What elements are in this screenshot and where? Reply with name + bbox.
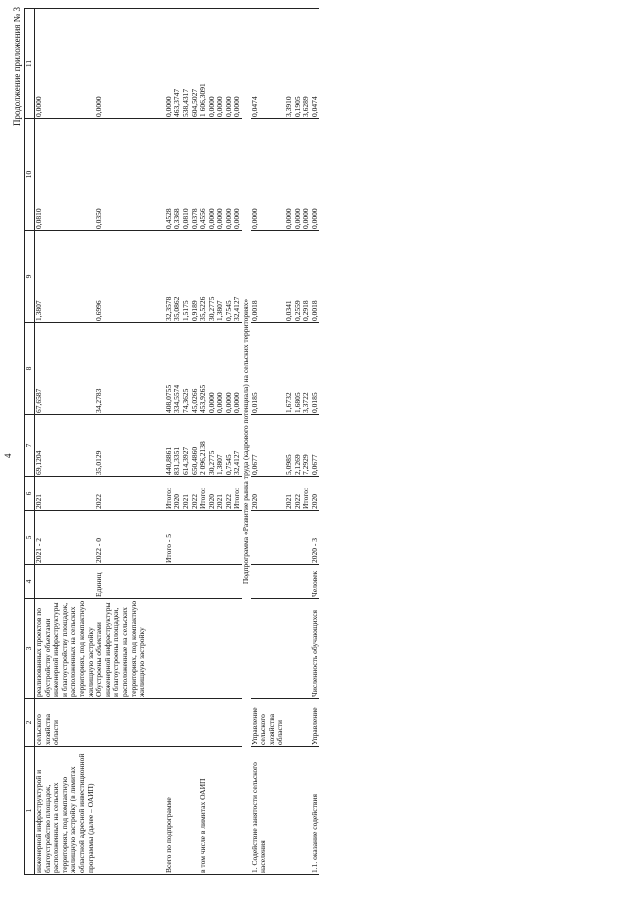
spacer-cell xyxy=(147,415,165,477)
cell-col-7: 32,4127 xyxy=(233,415,242,477)
cell-col-3 xyxy=(182,599,191,699)
table-row xyxy=(208,9,217,875)
col-2-header: 2 xyxy=(25,699,35,747)
cell-col-10: 0,4528 xyxy=(165,119,174,231)
cell-col-2 xyxy=(233,699,242,747)
cell-col-4 xyxy=(208,565,217,599)
cell-col-4 xyxy=(191,565,200,599)
spacer-cell xyxy=(147,323,165,415)
table-row xyxy=(251,9,285,875)
cell-col-5 xyxy=(182,511,191,565)
table-row xyxy=(225,9,234,875)
cell-col-10: 0,0000 xyxy=(285,119,294,231)
cell-col-8: 0,0185 xyxy=(311,323,320,415)
cell-col-5 xyxy=(285,511,294,565)
cell-col-9: 32,3578 xyxy=(165,231,174,323)
cell-col-7: 831,3351 xyxy=(173,415,182,477)
cell-col-2 xyxy=(199,699,208,747)
spacer-cell xyxy=(147,477,165,511)
cell-col-8: 74,3625 xyxy=(182,323,191,415)
cell-col-10: 0,3368 xyxy=(173,119,182,231)
spacer-cell xyxy=(147,9,165,119)
cell-col-5 xyxy=(208,511,217,565)
cell-col-4 xyxy=(182,565,191,599)
cell-col-7: 2 096,2138 xyxy=(199,415,208,477)
cell-col-4 xyxy=(225,565,234,599)
cell-col-4 xyxy=(173,565,182,599)
spacer-cell xyxy=(147,747,165,875)
cell-col-8: 1,6805 xyxy=(294,323,303,415)
cell-col-1: 1.1. оказание содействия xyxy=(311,747,320,875)
cell-col-7: 7,2929 xyxy=(302,415,311,477)
cell-col-2 xyxy=(216,699,225,747)
cell-col-3: Численность обучающихся xyxy=(311,599,320,699)
cell-col-5: Итого - 5 xyxy=(165,511,174,565)
cell-col-5: 2022 - 0 xyxy=(95,511,147,565)
cell-col-6: 2020 xyxy=(311,477,320,511)
cell-col-8: 1,6732 xyxy=(285,323,294,415)
spacer-cell xyxy=(147,231,165,323)
cell-col-9: 35,5226 xyxy=(199,231,208,323)
cell-col-7: 5,0985 xyxy=(285,415,294,477)
cell-col-9: 0,0018 xyxy=(251,231,285,323)
cell-col-4 xyxy=(35,565,96,599)
table-row xyxy=(311,9,320,875)
cell-col-7: 440,8861 xyxy=(165,415,174,477)
continuation-note: Продолжение приложения № 3 xyxy=(12,7,22,127)
cell-col-6: Итого: xyxy=(233,477,242,511)
col-1-header: 1 xyxy=(25,747,35,875)
appendix-table xyxy=(24,8,319,875)
cell-col-7: 69,1204 xyxy=(35,415,96,477)
cell-col-7: 0,0677 xyxy=(311,415,320,477)
cell-col-7: 30,2775 xyxy=(208,415,217,477)
table-row xyxy=(95,9,147,875)
cell-col-8: 0,0000 xyxy=(233,323,242,415)
cell-col-11: 3,6289 xyxy=(302,9,311,119)
table-row xyxy=(165,9,174,875)
cell-col-3 xyxy=(285,599,294,699)
cell-col-9: 0,6996 xyxy=(95,231,147,323)
cell-col-10: 0,0000 xyxy=(208,119,217,231)
cell-col-9: 35,0862 xyxy=(173,231,182,323)
table-body-subprogram xyxy=(251,9,320,875)
cell-col-8: 45,0266 xyxy=(191,323,200,415)
cell-col-1 xyxy=(294,747,303,875)
cell-col-10: 0,0000 xyxy=(294,119,303,231)
cell-col-11: 0,0000 xyxy=(95,9,147,119)
cell-col-6: 2021 xyxy=(35,477,96,511)
page-number: 4 xyxy=(3,453,13,458)
cell-col-11: 0,1905 xyxy=(294,9,303,119)
cell-col-3 xyxy=(191,599,200,699)
cell-col-1: Всего по подпрограмме xyxy=(165,747,174,875)
col-4-header: 4 xyxy=(25,565,35,599)
cell-col-1 xyxy=(216,747,225,875)
cell-col-7: 0,7545 xyxy=(225,415,234,477)
header-row xyxy=(25,9,35,875)
cell-col-6: Итого: xyxy=(199,477,208,511)
table-row xyxy=(182,9,191,875)
cell-col-10: 0,0350 xyxy=(95,119,147,231)
cell-col-8: 34,2783 xyxy=(95,323,147,415)
cell-col-2: Управление xyxy=(311,699,320,747)
cell-col-10: 0,0000 xyxy=(216,119,225,231)
cell-col-8: 334,5574 xyxy=(173,323,182,415)
cell-col-5 xyxy=(294,511,303,565)
cell-col-9: 1,3807 xyxy=(216,231,225,323)
cell-col-6: Итого: xyxy=(165,477,174,511)
subprogram-title: Подпрограмма «Развитие рынка труда (кадрового потенциала) на сельских территориях» xyxy=(242,9,251,875)
cell-col-11: 0,0000 xyxy=(233,9,242,119)
cell-col-6: 2020 xyxy=(251,477,285,511)
cell-col-6: 2020 xyxy=(208,477,217,511)
cell-col-10: 0,0000 xyxy=(302,119,311,231)
cell-col-5 xyxy=(251,511,285,565)
cell-col-10: 0,0810 xyxy=(35,119,96,231)
cell-col-11: 0,0474 xyxy=(311,9,320,119)
cell-col-10: 0,0378 xyxy=(191,119,200,231)
cell-col-1 xyxy=(182,747,191,875)
cell-col-6: 2022 xyxy=(225,477,234,511)
cell-col-4 xyxy=(294,565,303,599)
cell-col-9: 0,9189 xyxy=(191,231,200,323)
cell-col-11: 0,0000 xyxy=(165,9,174,119)
cell-col-2: Управление сельского хозяйства области xyxy=(251,699,285,747)
col-9-header: 9 xyxy=(25,231,35,323)
cell-col-7: 614,3927 xyxy=(182,415,191,477)
cell-col-5: 2020 - 3 xyxy=(311,511,320,565)
cell-col-10: 0,4556 xyxy=(199,119,208,231)
cell-col-2 xyxy=(225,699,234,747)
cell-col-6: Итого: xyxy=(302,477,311,511)
cell-col-10: 0,0000 xyxy=(233,119,242,231)
cell-col-6: 2021 xyxy=(182,477,191,511)
cell-col-1: инженерной инфраструктурой и благоустройство площадок, расположенных на сельских территориях, под компактную жилищную застройку (в лимитах областной адресной инвестиционной программы (далее – ОАИП) xyxy=(35,747,96,875)
cell-col-2 xyxy=(165,699,174,747)
col-5-header: 5 xyxy=(25,511,35,565)
cell-col-8: 0,0000 xyxy=(208,323,217,415)
cell-col-9: 30,2775 xyxy=(208,231,217,323)
cell-col-11: 0,0000 xyxy=(35,9,96,119)
cell-col-11: 463,3747 xyxy=(173,9,182,119)
cell-col-6: 2022 xyxy=(191,477,200,511)
cell-col-8: 408,0755 xyxy=(165,323,174,415)
table-row xyxy=(216,9,225,875)
cell-col-3 xyxy=(251,599,285,699)
cell-col-5 xyxy=(199,511,208,565)
cell-col-7: 2,1269 xyxy=(294,415,303,477)
cell-col-9: 0,7545 xyxy=(225,231,234,323)
cell-col-3 xyxy=(165,599,174,699)
cell-col-11: 0,0474 xyxy=(251,9,285,119)
cell-col-5 xyxy=(216,511,225,565)
cell-col-3 xyxy=(208,599,217,699)
cell-col-11: 0,0000 xyxy=(208,9,217,119)
cell-col-6: 2022 xyxy=(294,477,303,511)
spacer-cell xyxy=(147,699,165,747)
cell-col-8: 0,0000 xyxy=(216,323,225,415)
cell-col-1: в том числе в лимитах ОАИП xyxy=(199,747,208,875)
cell-col-1 xyxy=(173,747,182,875)
cell-col-2 xyxy=(294,699,303,747)
cell-col-6: 2021 xyxy=(285,477,294,511)
cell-col-11: 538,4317 xyxy=(182,9,191,119)
col-8-header: 8 xyxy=(25,323,35,415)
cell-col-4 xyxy=(199,565,208,599)
cell-col-3 xyxy=(199,599,208,699)
cell-col-8: 3,3722 xyxy=(302,323,311,415)
cell-col-6: 2022 xyxy=(95,477,147,511)
spacer-row xyxy=(147,9,165,875)
col-11-header: 11 xyxy=(25,9,35,119)
col-7-header: 7 xyxy=(25,415,35,477)
cell-col-9: 0,0018 xyxy=(311,231,320,323)
cell-col-4 xyxy=(216,565,225,599)
cell-col-9: 1,5175 xyxy=(182,231,191,323)
cell-col-4 xyxy=(285,565,294,599)
cell-col-10: 0,0000 xyxy=(311,119,320,231)
cell-col-1 xyxy=(233,747,242,875)
cell-col-3 xyxy=(294,599,303,699)
cell-col-1 xyxy=(95,747,147,875)
cell-col-8: 0,0000 xyxy=(225,323,234,415)
cell-col-2 xyxy=(182,699,191,747)
cell-col-7: 35,0129 xyxy=(95,415,147,477)
cell-col-6: 2021 xyxy=(216,477,225,511)
cell-col-5: 2021 - 2 xyxy=(35,511,96,565)
cell-col-2 xyxy=(208,699,217,747)
cell-col-2 xyxy=(173,699,182,747)
cell-col-9: 32,4127 xyxy=(233,231,242,323)
cell-col-1 xyxy=(225,747,234,875)
cell-col-8: 453,9265 xyxy=(199,323,208,415)
table-body-main xyxy=(35,9,243,875)
cell-col-1 xyxy=(208,747,217,875)
cell-col-2: сельского хозяйства области xyxy=(35,699,96,747)
cell-col-5 xyxy=(173,511,182,565)
cell-col-3 xyxy=(225,599,234,699)
cell-col-2 xyxy=(191,699,200,747)
cell-col-3: Обустроены объектами инженерной инфраструктуры и благоустроены площадки, расположенные на сельских территориях, под компактную жилищную застройку xyxy=(95,599,147,699)
cell-col-4: Единиц xyxy=(95,565,147,599)
cell-col-7: 650,4860 xyxy=(191,415,200,477)
cell-col-3: реализованных проектов по обустройству объектами инженерной инфраструктуры и благоустройству площадок, расположенных на сельских территориях, под компактную жилищную застройку xyxy=(35,599,96,699)
cell-col-7: 1,3807 xyxy=(216,415,225,477)
cell-col-5 xyxy=(225,511,234,565)
cell-col-4 xyxy=(165,565,174,599)
cell-col-3 xyxy=(233,599,242,699)
cell-col-10: 0,0000 xyxy=(225,119,234,231)
table-row xyxy=(294,9,303,875)
cell-col-9: 1,3807 xyxy=(35,231,96,323)
cell-col-7: 0,0677 xyxy=(251,415,285,477)
spacer-cell xyxy=(147,511,165,565)
table-row xyxy=(35,9,96,875)
cell-col-8: 67,6587 xyxy=(35,323,96,415)
cell-col-9: 0,2918 xyxy=(302,231,311,323)
table-row xyxy=(285,9,294,875)
cell-col-1 xyxy=(285,747,294,875)
cell-col-5 xyxy=(191,511,200,565)
cell-col-6: 2020 xyxy=(173,477,182,511)
cell-col-3 xyxy=(173,599,182,699)
cell-col-2 xyxy=(285,699,294,747)
cell-col-3 xyxy=(216,599,225,699)
table-row xyxy=(199,9,208,875)
cell-col-9: 0,0341 xyxy=(285,231,294,323)
cell-col-11: 0,0000 xyxy=(216,9,225,119)
cell-col-4 xyxy=(251,565,285,599)
col-3-header: 3 xyxy=(25,599,35,699)
col-10-header: 10 xyxy=(25,119,35,231)
cell-col-8: 0,0185 xyxy=(251,323,285,415)
cell-col-10: 0,0810 xyxy=(182,119,191,231)
cell-col-11: 3,3910 xyxy=(285,9,294,119)
col-6-header: 6 xyxy=(25,477,35,511)
cell-col-11: 0,0000 xyxy=(225,9,234,119)
cell-col-1: 1. Содействие занятости сельского населения xyxy=(251,747,285,875)
cell-col-11: 604,5027 xyxy=(191,9,200,119)
spacer-cell xyxy=(147,565,165,599)
cell-col-2 xyxy=(95,699,147,747)
cell-col-11: 1 606,3091 xyxy=(199,9,208,119)
spacer-cell xyxy=(147,119,165,231)
cell-col-10: 0,0000 xyxy=(251,119,285,231)
spacer-cell xyxy=(147,599,165,699)
cell-col-4: Человек xyxy=(311,565,320,599)
table-row xyxy=(173,9,182,875)
cell-col-9: 0,2559 xyxy=(294,231,303,323)
